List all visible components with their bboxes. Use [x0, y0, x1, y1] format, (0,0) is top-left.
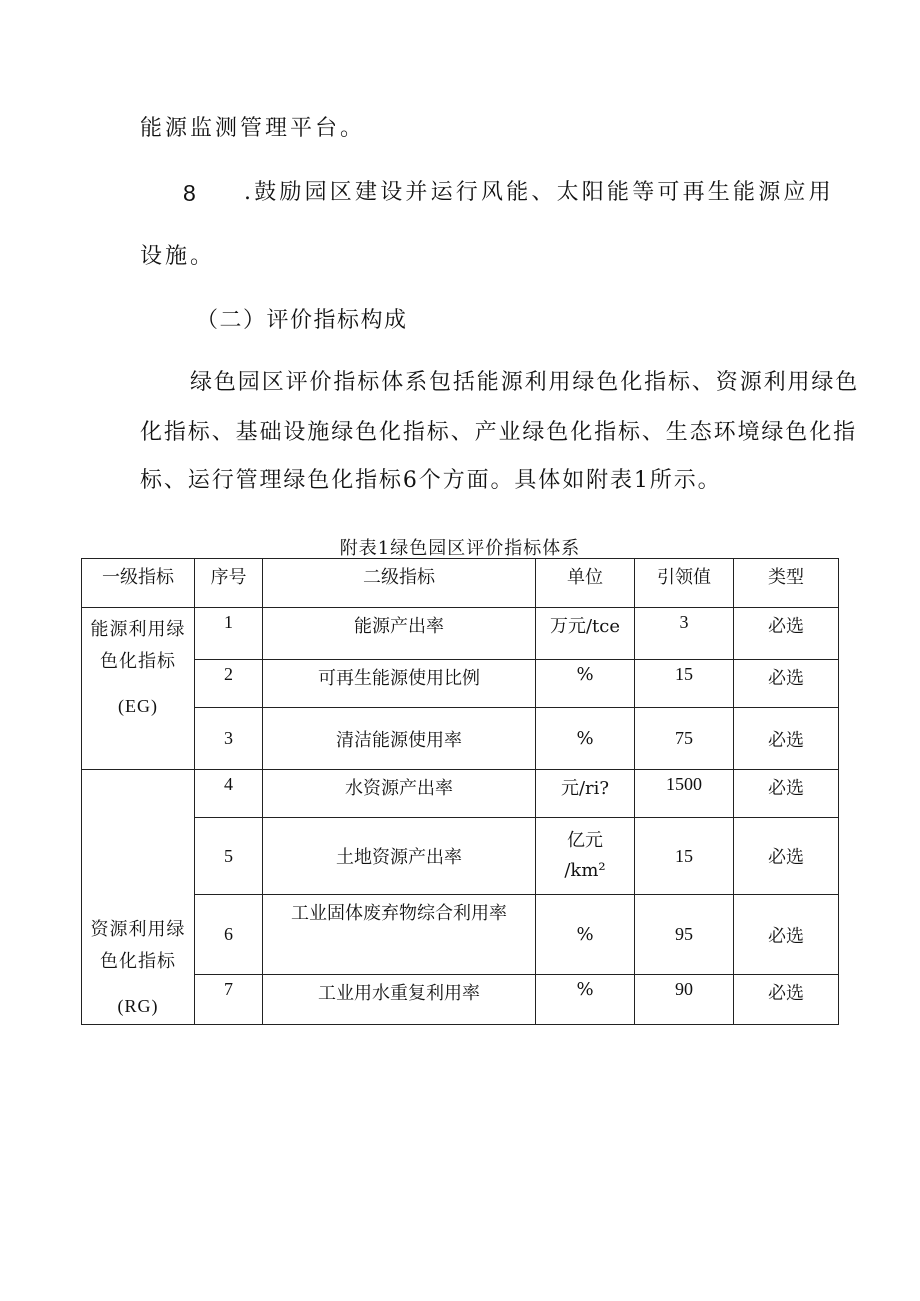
unit-cell: %: [576, 979, 594, 1000]
indicator-table: [81, 558, 839, 1025]
type-cell: 必选: [768, 983, 804, 1004]
value-cell: 75: [675, 728, 693, 748]
category-label: 资源利用绿: [90, 919, 186, 940]
indicator-name: 能源产出率: [354, 616, 444, 637]
table-row: [82, 708, 839, 770]
unit-cell: %: [576, 728, 594, 749]
header-cell: 引领值: [657, 567, 711, 588]
category-code: (RG): [117, 996, 159, 1016]
row-number: 5: [224, 845, 233, 866]
category-cell: [82, 608, 195, 770]
value-cell: 15: [675, 845, 693, 866]
row-number: 3: [224, 728, 233, 748]
indicator-name: 清洁能源使用率: [336, 729, 462, 751]
paragraph-line: .鼓励园区建设并运行风能、太阳能等可再生能源应用: [244, 180, 834, 205]
indicator-name: 工业固体废弃物综合利用率: [291, 903, 507, 924]
paragraph-line: 设施。: [140, 244, 216, 269]
unit-cell: /km²: [564, 860, 606, 881]
value-cell: 15: [675, 664, 693, 684]
paragraph-line: 化指标、基础设施绿色化指标、产业绿色化指标、生态环境绿色化指: [140, 420, 858, 445]
type-cell: 必选: [768, 778, 804, 799]
paragraph-line: 标、运行管理绿色化指标6个方面。具体如附表1所示。: [140, 468, 722, 493]
type-cell: 必选: [768, 847, 804, 868]
row-number: 2: [224, 664, 233, 684]
value-cell: 3: [679, 612, 689, 632]
header-cell: 序号: [210, 567, 247, 588]
row-number: 4: [224, 774, 233, 794]
value-cell: 95: [675, 924, 693, 944]
unit-cell: 亿元: [567, 830, 603, 851]
header-cell: 二级指标: [363, 567, 435, 588]
category-label: 能源利用绿: [90, 619, 186, 640]
table-row: [82, 895, 839, 975]
unit-cell: 万元/tce: [549, 616, 621, 637]
unit-cell: 元/ri?: [560, 778, 610, 799]
value-cell: 90: [675, 979, 693, 999]
paragraph-line: 能源监测管理平台。: [140, 116, 366, 141]
type-cell: 必选: [768, 616, 804, 637]
table-caption: 附表1绿色园区评价指标体系: [339, 538, 581, 559]
table-row: [82, 975, 839, 1025]
category-cell: [82, 770, 195, 1025]
header-cell: 单位: [567, 567, 603, 588]
indicator-name: 工业用水重复利用率: [318, 983, 480, 1004]
header-cell: 类型: [768, 567, 804, 588]
category-label: 色化指标: [100, 951, 176, 972]
type-cell: 必选: [768, 729, 804, 751]
category-label: 色化指标: [100, 651, 176, 672]
header-cell: 一级指标: [102, 567, 174, 588]
value-cell: 1500: [666, 774, 702, 794]
indicator-name: 可再生能源使用比例: [318, 668, 480, 689]
paragraph-line: 绿色园区评价指标体系包括能源利用绿色化指标、资源利用绿色: [190, 370, 860, 395]
table-header-row: [82, 559, 839, 608]
table-row: [82, 770, 839, 818]
type-cell: 必选: [768, 668, 804, 689]
table-row: [82, 818, 839, 895]
list-number: 8: [183, 180, 196, 206]
unit-cell: %: [576, 924, 594, 945]
indicator-name: 土地资源产出率: [336, 847, 462, 868]
table-row: [82, 660, 839, 708]
indicator-name: 水资源产出率: [345, 778, 453, 799]
category-code: (EG): [118, 696, 158, 716]
type-cell: 必选: [768, 925, 804, 947]
unit-cell: %: [576, 664, 594, 685]
row-number: 7: [224, 979, 233, 999]
section-heading: （二）评价指标构成: [196, 308, 408, 333]
row-number: 1: [224, 612, 233, 632]
row-number: 6: [224, 924, 233, 944]
table-row: [82, 608, 839, 660]
